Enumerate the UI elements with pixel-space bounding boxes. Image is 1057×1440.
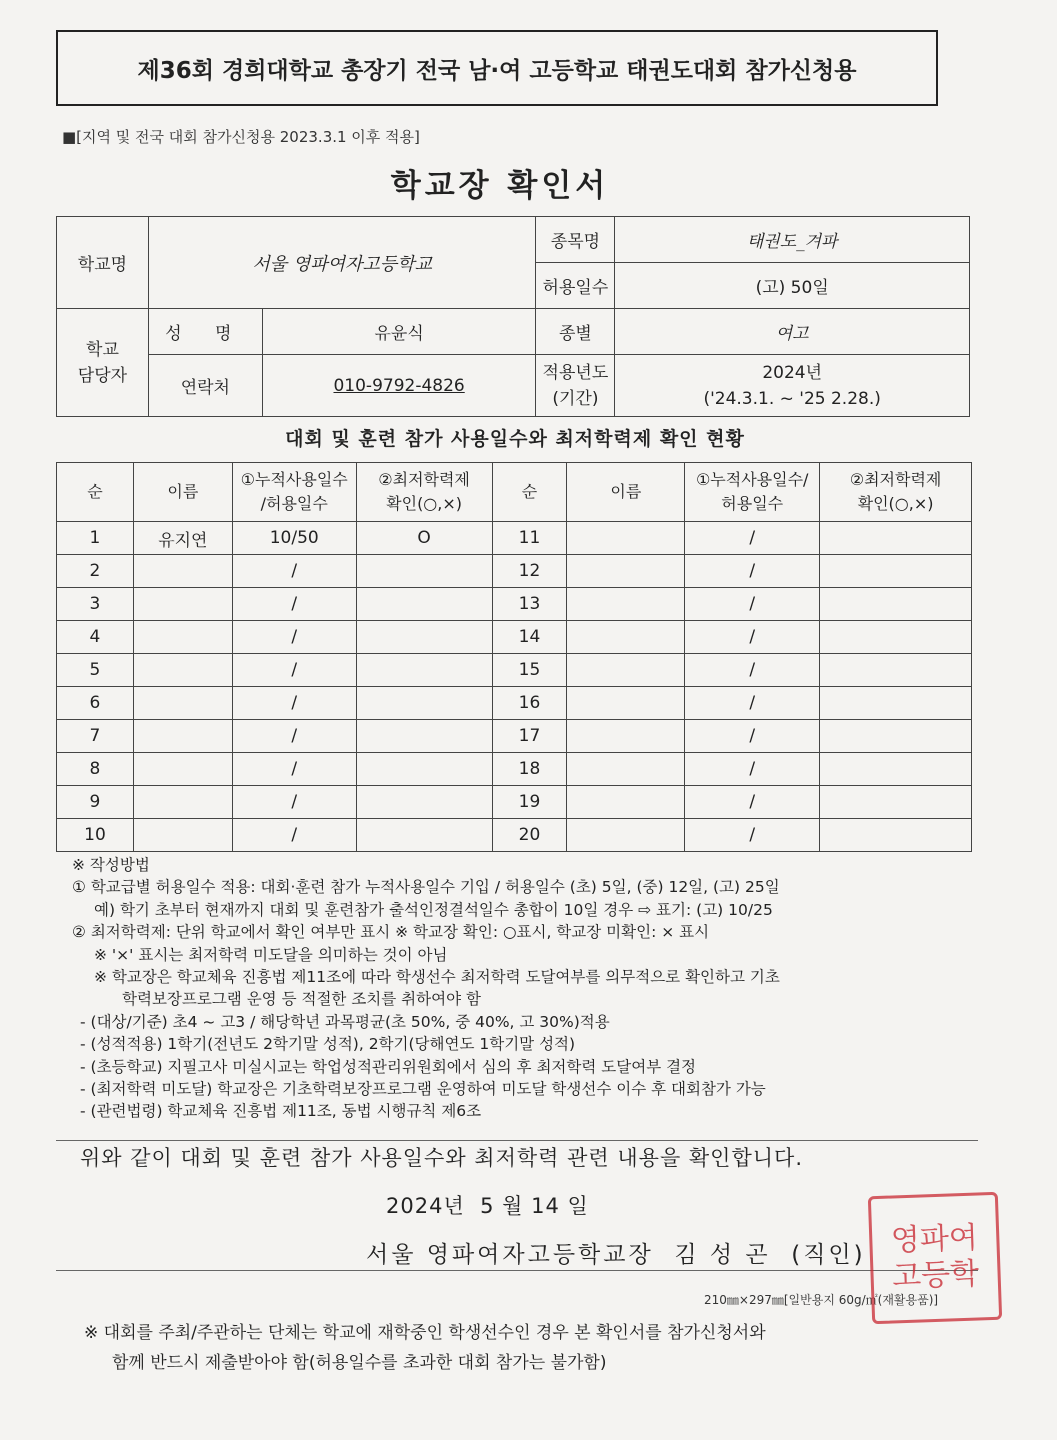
instruction-line: ※ 학교장은 학교체육 진흥법 제11조에 따라 학생선수 최저학력 도달여부를 의무적으로 확인하고 기초 bbox=[94, 968, 780, 987]
roster-cell-name bbox=[133, 687, 232, 720]
instruction-line: - (관련법령) 학교체육 진흥법 제11조, 동법 시행규칙 제6조 bbox=[80, 1102, 482, 1121]
instruction-line: ② 최저학력제: 단위 학교에서 확인 여부만 표시 ※ 학교장 확인: ○표시, 학교장 미확인: × 표시 bbox=[72, 923, 710, 942]
roster-cell-name2 bbox=[567, 522, 685, 555]
roster-cell-days: / bbox=[232, 753, 356, 786]
gender-value: 여고 bbox=[615, 309, 970, 355]
roster-cell-check bbox=[356, 654, 492, 687]
roster-cell-name bbox=[133, 720, 232, 753]
roster-cell-check bbox=[356, 687, 492, 720]
roster-cell-name bbox=[133, 753, 232, 786]
roster-cell-check2 bbox=[820, 588, 972, 621]
roster-cell-no: 1 bbox=[57, 522, 134, 555]
event-value: 태권도_겨파 bbox=[615, 217, 970, 263]
roster-cell-check2 bbox=[820, 522, 972, 555]
table-row bbox=[57, 621, 972, 654]
roster-cell-days2: / bbox=[685, 786, 820, 819]
instruction-line: ① 학교급별 허용일수 적용: 대회·훈련 참가 누적사용일수 기입 / 허용일수 (초) 5일, (중) 12일, (고) 25일 bbox=[72, 878, 780, 897]
roster-cell-name bbox=[133, 621, 232, 654]
info-table bbox=[56, 216, 970, 417]
roster-cell-no2: 18 bbox=[492, 753, 567, 786]
contact-value: 010-9792-4826 bbox=[333, 375, 465, 396]
divider bbox=[56, 1140, 978, 1141]
roster-cell-days2: / bbox=[685, 621, 820, 654]
roster-cell-days2: / bbox=[685, 687, 820, 720]
roster-cell-name bbox=[133, 555, 232, 588]
instruction-line: ※ '×' 표시는 최저학력 미도달을 의미하는 것이 아님 bbox=[94, 945, 448, 964]
roster-cell-name2 bbox=[567, 753, 685, 786]
roster-cell-name2 bbox=[567, 819, 685, 852]
instruction-line: - (성적적용) 1학기(전년도 2학기말 성적), 2학기(당해연도 1학기말 성적) bbox=[80, 1035, 576, 1054]
form-banner: 제36회 경희대학교 총장기 전국 남·여 고등학교 태권도대회 참가신청용 bbox=[56, 30, 938, 106]
table-row bbox=[57, 522, 972, 555]
roster-cell-no2: 13 bbox=[492, 588, 567, 621]
roster-cell-days: / bbox=[232, 555, 356, 588]
roster-cell-days: / bbox=[232, 819, 356, 852]
roster-cell-check2 bbox=[820, 720, 972, 753]
roster-cell-days2: / bbox=[685, 654, 820, 687]
roster-cell-no: 2 bbox=[57, 555, 134, 588]
year-value: 2024년 ('24.3.1. ~ '25 2.28.) bbox=[615, 355, 970, 417]
header-days-2: ①누적사용일수/ 허용일수 bbox=[685, 463, 820, 522]
table-row bbox=[57, 687, 972, 720]
roster-cell-check2 bbox=[820, 555, 972, 588]
roster-cell-no2: 14 bbox=[492, 621, 567, 654]
divider bbox=[56, 1270, 978, 1271]
instruction-line: - (초등학교) 지필고사 미실시교는 학업성적관리위원회에서 심의 후 최저학력 도달여부 결정 bbox=[80, 1057, 697, 1076]
allowed-days-value: (고) 50일 bbox=[615, 263, 970, 309]
confirmation-statement: 위와 같이 대회 및 훈련 참가 사용일수와 최저학력 관련 내용을 확인합니다. bbox=[80, 1146, 804, 1170]
roster-cell-days: / bbox=[232, 588, 356, 621]
table-row bbox=[57, 819, 972, 852]
header-days: ①누적사용일수 /허용일수 bbox=[232, 463, 356, 522]
roster-cell-days2: / bbox=[685, 720, 820, 753]
roster-cell-no2: 11 bbox=[492, 522, 567, 555]
issue-date: 2024년 5 월 14 일 bbox=[386, 1194, 589, 1218]
roster-cell-check2 bbox=[820, 687, 972, 720]
roster-cell-name2 bbox=[567, 786, 685, 819]
year-label: 적용년도 (기간) bbox=[536, 355, 615, 417]
table-row bbox=[57, 720, 972, 753]
table-row bbox=[57, 753, 972, 786]
allowed-days-label: 허용일수 bbox=[536, 263, 615, 309]
table-row bbox=[57, 786, 972, 819]
roster-cell-check bbox=[356, 720, 492, 753]
roster-cell-days2: / bbox=[685, 753, 820, 786]
roster-cell-name2 bbox=[567, 588, 685, 621]
roster-cell-no2: 20 bbox=[492, 819, 567, 852]
roster-cell-check2 bbox=[820, 753, 972, 786]
instruction-line: - (대상/기준) 초4 ~ 고3 / 해당학년 과목평균(초 50%, 중 40%, 고 30%)적용 bbox=[80, 1012, 610, 1031]
roster-cell-no: 4 bbox=[57, 621, 134, 654]
roster-cell-name bbox=[133, 786, 232, 819]
manager-label: 학교 담당자 bbox=[57, 309, 149, 417]
roster-cell-name2 bbox=[567, 654, 685, 687]
table-row bbox=[57, 555, 972, 588]
header-check: ②최저학력제 확인(○,×) bbox=[356, 463, 492, 522]
roster-cell-name2 bbox=[567, 555, 685, 588]
instruction-line: 예) 학기 초부터 현재까지 대회 및 훈련참가 출석인정결석일수 총합이 10일 경우 ⇨ 표기: (고) 10/25 bbox=[94, 900, 773, 919]
table-row bbox=[57, 654, 972, 687]
roster-cell-days2: / bbox=[685, 819, 820, 852]
instruction-line: ※ 작성방법 bbox=[72, 856, 150, 874]
official-seal-stamp: 영파여 고등학 bbox=[868, 1192, 1002, 1324]
roster-cell-name: 유지연 bbox=[133, 522, 232, 555]
instructions bbox=[72, 854, 972, 1123]
roster-cell-no: 5 bbox=[57, 654, 134, 687]
page-title: 학교장 확인서 bbox=[390, 168, 610, 204]
name-label: 성 명 bbox=[148, 309, 262, 355]
roster-cell-check bbox=[356, 555, 492, 588]
gender-label: 종별 bbox=[536, 309, 615, 355]
roster-table bbox=[56, 462, 972, 852]
roster-cell-no: 7 bbox=[57, 720, 134, 753]
roster-cell-check2 bbox=[820, 819, 972, 852]
roster-cell-no2: 15 bbox=[492, 654, 567, 687]
principal-signature: 서울 영파여자고등학교장 김 성 곤 (직인) bbox=[366, 1242, 866, 1268]
roster-cell-no: 3 bbox=[57, 588, 134, 621]
roster-cell-name bbox=[133, 588, 232, 621]
roster-cell-check2 bbox=[820, 654, 972, 687]
roster-cell-name bbox=[133, 654, 232, 687]
roster-cell-days: / bbox=[232, 654, 356, 687]
roster-cell-check bbox=[356, 588, 492, 621]
roster-cell-no2: 19 bbox=[492, 786, 567, 819]
roster-cell-days: / bbox=[232, 786, 356, 819]
footer-line: 함께 반드시 제출받아야 함(허용일수를 초과한 대회 참가는 불가함) bbox=[112, 1353, 607, 1373]
paper-info: 210㎜×297㎜[일반용지 60g/㎡(재활용품)] bbox=[704, 1293, 939, 1307]
event-label: 종목명 bbox=[536, 217, 615, 263]
header-no: 순 bbox=[57, 463, 134, 522]
roster-cell-name bbox=[133, 819, 232, 852]
roster-cell-days: / bbox=[232, 621, 356, 654]
header-name-2: 이름 bbox=[567, 463, 685, 522]
roster-cell-check bbox=[356, 819, 492, 852]
roster-cell-no2: 16 bbox=[492, 687, 567, 720]
roster-cell-days: / bbox=[232, 687, 356, 720]
roster-cell-name2 bbox=[567, 621, 685, 654]
roster-cell-check2 bbox=[820, 786, 972, 819]
roster-cell-no: 8 bbox=[57, 753, 134, 786]
roster-cell-no: 6 bbox=[57, 687, 134, 720]
school-value: 서울 영파여자고등학교 bbox=[148, 217, 536, 309]
roster-cell-check2 bbox=[820, 621, 972, 654]
roster-cell-name2 bbox=[567, 720, 685, 753]
table-row bbox=[57, 588, 972, 621]
header-no-2: 순 bbox=[492, 463, 567, 522]
roster-cell-days: / bbox=[232, 720, 356, 753]
name-value: 유윤식 bbox=[262, 309, 536, 355]
contact-label: 연락처 bbox=[148, 355, 262, 417]
roster-cell-days2: / bbox=[685, 588, 820, 621]
school-label: 학교명 bbox=[57, 217, 149, 309]
roster-cell-days2: / bbox=[685, 555, 820, 588]
applicability-note: ■[지역 및 전국 대회 참가신청용 2023.3.1 이후 적용] bbox=[62, 128, 420, 146]
roster-cell-check bbox=[356, 753, 492, 786]
roster-cell-check bbox=[356, 786, 492, 819]
roster-cell-no: 10 bbox=[57, 819, 134, 852]
roster-cell-days2: / bbox=[685, 522, 820, 555]
section-title: 대회 및 훈련 참가 사용일수와 최저학력제 확인 현황 bbox=[285, 428, 745, 450]
header-name: 이름 bbox=[133, 463, 232, 522]
roster-cell-no2: 17 bbox=[492, 720, 567, 753]
instruction-line: - (최저학력 미도달) 학교장은 기초학력보장프로그램 운영하여 미도달 학생선수 이수 후 대회참가 가능 bbox=[80, 1080, 766, 1099]
header-check-2: ②최저학력제 확인(○,×) bbox=[820, 463, 972, 522]
roster-cell-days: 10/50 bbox=[232, 522, 356, 555]
footer-line: ※ 대회를 주최/주관하는 단체는 학교에 재학중인 학생선수인 경우 본 확인서를 참가신청서와 bbox=[84, 1323, 766, 1343]
footer-note bbox=[84, 1318, 974, 1378]
roster-cell-check bbox=[356, 621, 492, 654]
roster-cell-no2: 12 bbox=[492, 555, 567, 588]
roster-cell-no: 9 bbox=[57, 786, 134, 819]
roster-cell-check: O bbox=[356, 522, 492, 555]
roster-cell-name2 bbox=[567, 687, 685, 720]
instruction-line: 학력보장프로그램 운영 등 적절한 조치를 취하여야 함 bbox=[122, 990, 481, 1009]
